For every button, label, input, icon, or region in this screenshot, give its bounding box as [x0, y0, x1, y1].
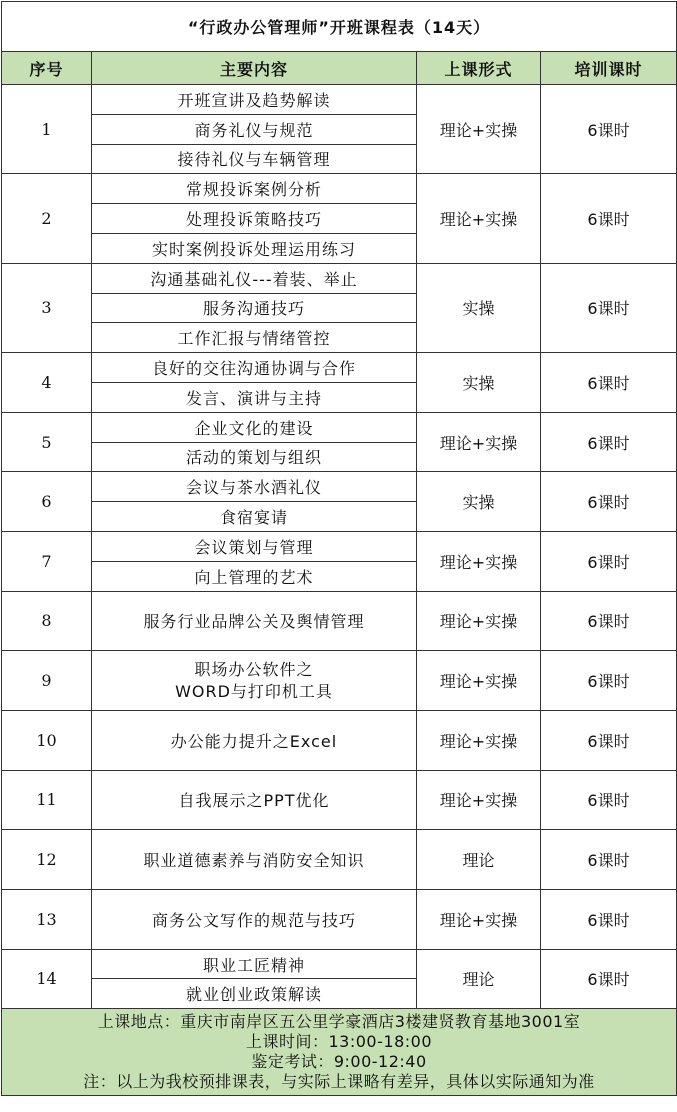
row-hours: 6课时	[541, 770, 677, 830]
row-format: 理论+实操	[417, 174, 541, 263]
row-content: 接待礼仪与车辆管理	[92, 144, 417, 174]
row-content: 良好的交往沟通协调与合作	[92, 353, 417, 383]
table-row	[2, 949, 677, 979]
row-hours: 6课时	[541, 830, 677, 890]
row-content: 服务沟通技巧	[92, 293, 417, 323]
row-content: 职业道德素养与消防安全知识	[92, 830, 417, 890]
row-content: 向上管理的艺术	[92, 561, 417, 591]
row-format: 理论	[417, 949, 541, 1009]
row-content: 服务行业品牌公关及舆情管理	[92, 591, 417, 651]
row-index: 1	[2, 85, 92, 174]
row-content: 活动的策划与组织	[92, 442, 417, 472]
row-format: 理论+实操	[417, 770, 541, 830]
row-index: 5	[2, 412, 92, 472]
row-content	[92, 651, 417, 711]
table-row	[2, 412, 677, 442]
footer-info	[2, 1009, 677, 1096]
table-title: “行政办公管理师”开班课程表（14天）	[2, 2, 677, 52]
table-row	[2, 651, 677, 711]
table-row	[2, 591, 677, 651]
row-format: 实操	[417, 472, 541, 532]
row-format: 实操	[417, 353, 541, 413]
row-content: 就业创业政策解读	[92, 979, 417, 1009]
row-content: 企业文化的建设	[92, 412, 417, 442]
row-content: 办公能力提升之Excel	[92, 710, 417, 770]
row-content-line: WORD与打印机工具	[175, 681, 333, 701]
row-index: 11	[2, 770, 92, 830]
table-row	[2, 770, 677, 830]
row-content: 会议与茶水酒礼仪	[92, 472, 417, 502]
row-index: 9	[2, 651, 92, 711]
row-index: 14	[2, 949, 92, 1009]
row-hours: 6课时	[541, 85, 677, 174]
table-row	[2, 353, 677, 383]
row-index: 8	[2, 591, 92, 651]
row-hours: 6课时	[541, 949, 677, 1009]
row-content: 工作汇报与情绪管控	[92, 323, 417, 353]
footer-exam: 鉴定考试：9:00-12:40	[251, 1052, 427, 1072]
row-hours: 6课时	[541, 710, 677, 770]
row-format: 理论+实操	[417, 889, 541, 949]
footer-class-time: 上课时间：13:00-18:00	[246, 1032, 432, 1052]
row-format: 理论	[417, 830, 541, 890]
row-index: 12	[2, 830, 92, 890]
table-row	[2, 889, 677, 949]
row-format: 实操	[417, 263, 541, 352]
row-hours: 6课时	[541, 531, 677, 591]
table-row	[2, 263, 677, 293]
row-content: 处理投诉策略技巧	[92, 204, 417, 234]
row-index: 3	[2, 263, 92, 352]
course-schedule-table	[1, 1, 677, 1096]
row-content: 自我展示之PPT优化	[92, 770, 417, 830]
row-hours: 6课时	[541, 651, 677, 711]
row-content: 会议策划与管理	[92, 531, 417, 561]
row-index: 4	[2, 353, 92, 413]
title-row	[2, 2, 677, 52]
row-content: 食宿宴请	[92, 502, 417, 532]
row-hours: 6课时	[541, 174, 677, 263]
row-content-line: 职场办公软件之	[194, 659, 314, 679]
row-hours: 6课时	[541, 263, 677, 352]
table-row	[2, 174, 677, 204]
header-row	[2, 52, 677, 85]
row-index: 2	[2, 174, 92, 263]
row-index: 6	[2, 472, 92, 532]
footer-note: 注：以上为我校预排课表，与实际上课略有差异，具体以实际通知为准	[83, 1072, 595, 1092]
header-content: 主要内容	[92, 52, 417, 85]
row-index: 7	[2, 531, 92, 591]
row-format: 理论+实操	[417, 591, 541, 651]
table-row	[2, 710, 677, 770]
header-index: 序号	[2, 52, 92, 85]
row-format: 理论+实操	[417, 651, 541, 711]
schedule-body	[2, 85, 677, 1009]
row-content: 沟通基础礼仪---着装、举止	[92, 263, 417, 293]
row-hours: 6课时	[541, 591, 677, 651]
row-content: 开班宣讲及趋势解读	[92, 85, 417, 115]
row-format: 理论+实操	[417, 531, 541, 591]
table-row	[2, 531, 677, 561]
footer-row	[2, 1009, 677, 1096]
row-content: 实时案例投诉处理运用练习	[92, 233, 417, 263]
row-hours: 6课时	[541, 472, 677, 532]
row-format: 理论+实操	[417, 412, 541, 472]
table-row	[2, 85, 677, 115]
footer-location: 上课地点：重庆市南岸区五公里学豪酒店3楼建贤教育基地3001室	[97, 1012, 581, 1032]
row-index: 10	[2, 710, 92, 770]
row-hours: 6课时	[541, 412, 677, 472]
row-index: 13	[2, 889, 92, 949]
header-hours: 培训课时	[541, 52, 677, 85]
row-hours: 6课时	[541, 353, 677, 413]
row-content: 商务礼仪与规范	[92, 114, 417, 144]
row-format: 理论+实操	[417, 710, 541, 770]
table-row	[2, 472, 677, 502]
header-format: 上课形式	[417, 52, 541, 85]
row-format: 理论+实操	[417, 85, 541, 174]
row-content: 发言、演讲与主持	[92, 382, 417, 412]
row-content: 商务公文写作的规范与技巧	[92, 889, 417, 949]
row-content: 职业工匠精神	[92, 949, 417, 979]
table-row	[2, 830, 677, 890]
row-hours: 6课时	[541, 889, 677, 949]
row-content: 常规投诉案例分析	[92, 174, 417, 204]
